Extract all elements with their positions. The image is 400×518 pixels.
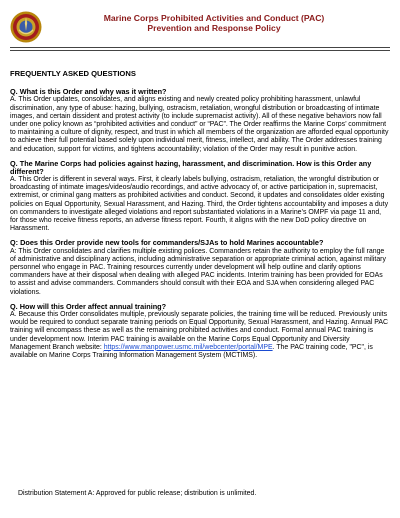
header-subtitle: Prevention and Response Policy xyxy=(147,23,281,33)
faq-answer-text: A. Because this Order consolidates multiple, previously separate policies, the training time will be reduced. Previously units would be required to conduct separate training periods on Equal Opportunity, Sexual Harassment, and Hazing. Annual PAC training will encompass these as well as the remaining prohibited activities and conduct. Formal annual PAC training is under development now. Interim PAC training is available on the Marine Corps Equal Opportunity and Diversity Management Branch website: xyxy=(10,310,389,351)
training-website-link[interactable]: https://www.manpower.usmc.mil/webcenter/portal/MPE xyxy=(103,343,273,351)
faq-answer: A. This Order is different in several ways. First, it clearly labels bullying, ostracism, retaliation, the wrongful distribution or broadcasting of intimate images/videos/audio recordings, and active advocacy of, or active participation in, supremacist, extremist, or criminal gang matters as prohibited activities and conduct. Second, it updates and consolidates older existing policies on Equal Opportunity, Sexual Harassment, and Hazing. Third, the Order tightens accountability and imposes a duty on commanders to investigate alleged violations and report substantiated violations in a Marine’s OMPF via page 11 and, for those who receive fitness reports, an adverse fitness report. Fourth, it aligns with the new DoD policy directive on Harassment. xyxy=(10,176,389,233)
marine-corps-seal-icon xyxy=(10,11,42,43)
faq-answer-text: . The PAC training code, "PC", is available on Marine Corps Training Information Management System (MCTIMS). xyxy=(10,343,373,359)
faq-answer: A: This Order consolidates and clarifies multiple existing polices. Commanders retain the authority to employ the full range of administrative and disciplinary actions, including administrative separation or appropriate criminal action, against military personnel who engage in PAC. Training resources currently under development will help outline and clarify options commanders have at their disposal when dealing with alleged PAC incidents. Interim training has been provided for EOAs to assist and advise commanders. Commanders should consult with their EOA and SJA when considering alleged PAC violations. xyxy=(10,247,386,296)
faq-body xyxy=(10,70,390,366)
header-rule xyxy=(10,50,390,51)
document-header xyxy=(60,13,368,33)
distribution-statement: Distribution Statement A: Approved for public release; distribution is unlimited. xyxy=(18,490,257,497)
header-title: Marine Corps Prohibited Activities and Conduct (PAC) xyxy=(103,13,325,23)
header-rule xyxy=(10,47,390,48)
faq-answer: A. This Order updates, consolidates, and aligns existing and newly created policy prohibiting harassment, unlawful discrimination, any type of abuse: hazing, bullying, ostracism, retaliation, wrongful distribution or broadcasting of intimate images, and certain dissident and protest activity (to include supremacist activity). All of these negative behaviors now fall under one policy known as “prohibited activities and conduct” or “PAC”. The Order reaffirms the Marine Corps’ commitment to maintaining a culture of dignity, respect, and trust in which all members of the organization are afforded equal opportunity to achieve their full potential based solely upon individual merit, fitness, intellect, and ability. The Order addresses training and education, support for victims, and tightens accountability; violation of the Order may result in punitive action. xyxy=(10,96,389,153)
faq-question: Q: Does this Order provide new tools for commanders/SJAs to hold Marines accountable? xyxy=(10,238,324,248)
faq-question: Q. What is this Order and why was it written? xyxy=(10,87,167,97)
faq-question: Q. How will this Order affect annual training? xyxy=(10,301,167,311)
faq-answer xyxy=(10,311,390,360)
faq-heading: FREQUENTLY ASKED QUESTIONS xyxy=(10,69,136,78)
faq-question: Q. The Marine Corps had policies against hazing, harassment, and discrimination. How is this Order any different? xyxy=(10,158,372,176)
